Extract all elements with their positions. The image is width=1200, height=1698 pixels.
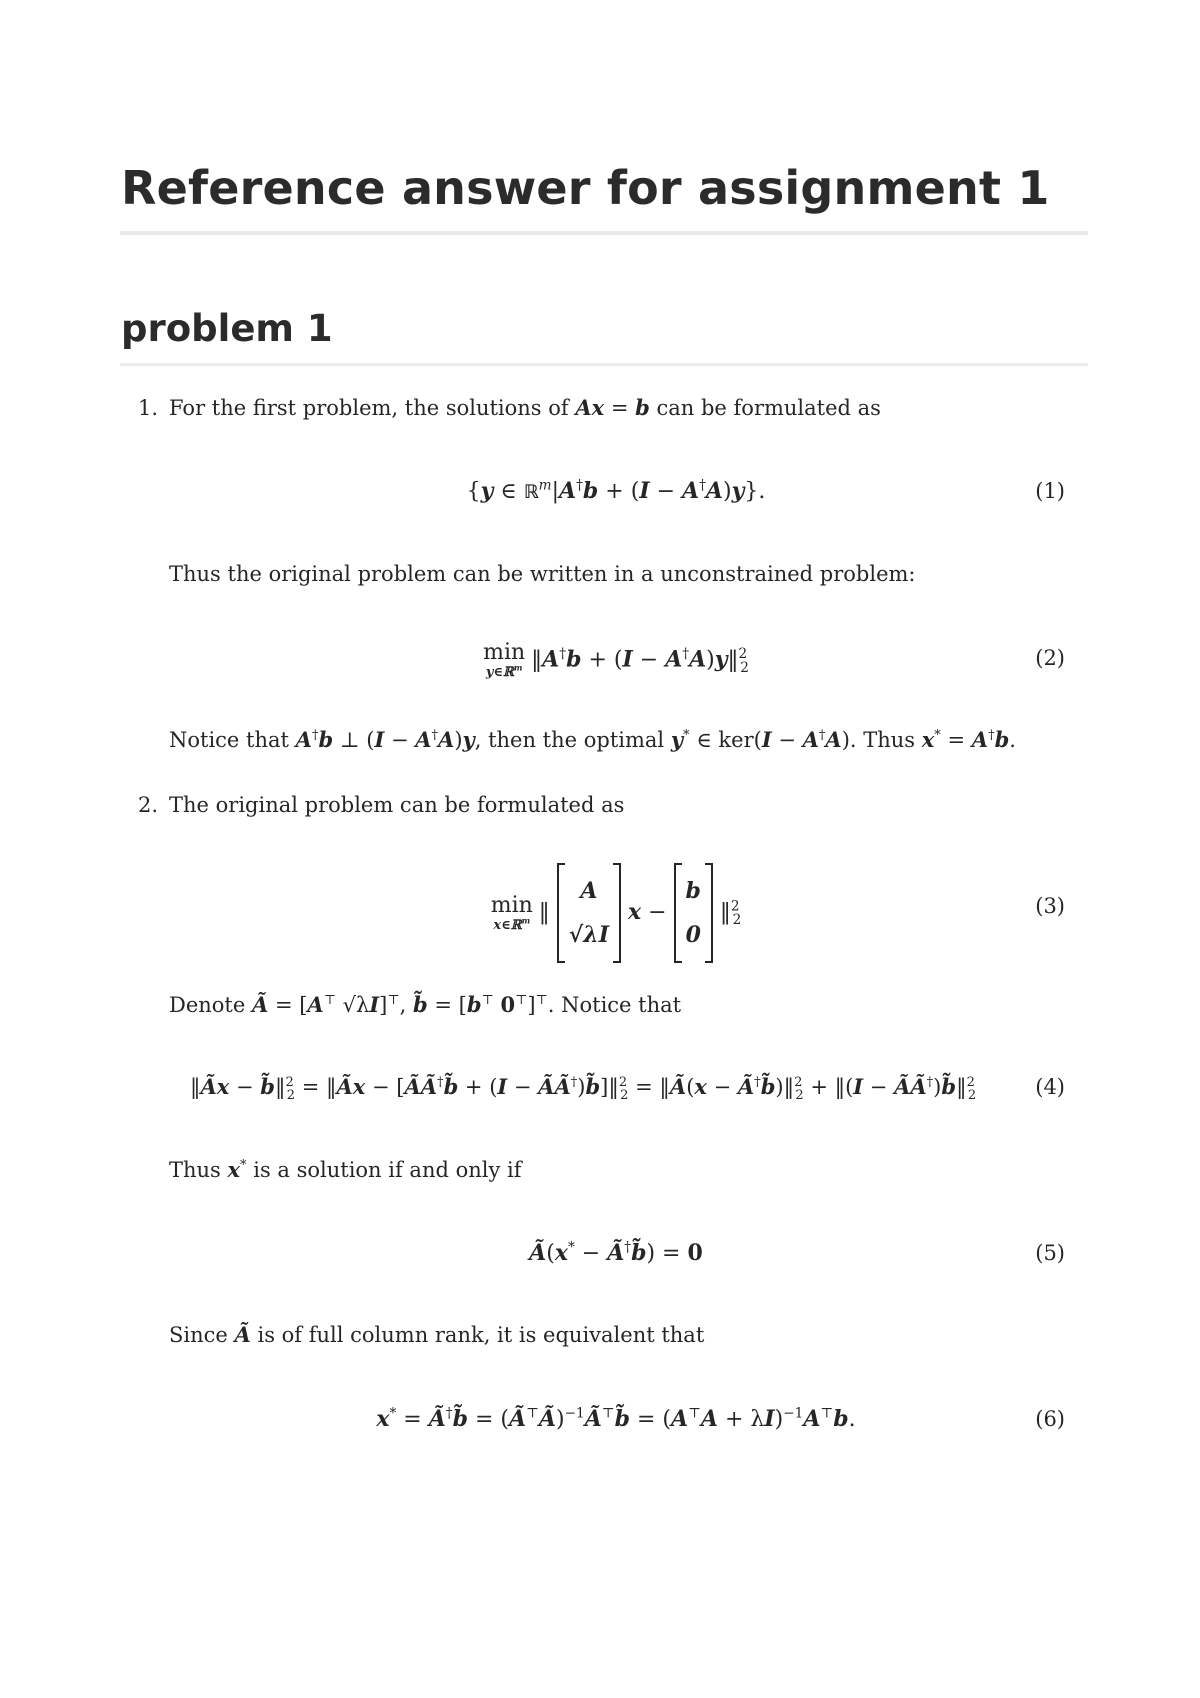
p2-denote: Denote Ã = [A⊤ √λI]⊤, b̃ = [b⊤ 0⊤]⊤. Notice that [169, 992, 682, 1017]
p2-intro: The original problem can be formulated as [169, 793, 625, 817]
equation-3: min x∈ℝ$^m$ ‖ A √λI x − b 0 ‖$^2_2$ [168, 862, 1064, 962]
section-divider [120, 363, 1088, 366]
equation-number-4: (4) [1035, 1075, 1065, 1099]
equation-number-6: (6) [1035, 1407, 1065, 1431]
equation-4: ‖Ãx − b̃‖$^2_2$ = ‖Ãx − [ÃÃ†b̃ + (I − ÃÃ†)b̃]‖$^2_2$ = ‖Ã(x − Ã†b̃)‖$^2_2$ + ‖(I − ÃÃ†)b̃‖$^2_2$ [190, 1074, 977, 1104]
equation-number-2: (2) [1035, 646, 1065, 670]
equation-1: {y ∈ ℝ$^m$|A†b + (I − A†A)y}. [466, 477, 766, 504]
p1-notice: Notice that A†b ⊥ (I − A†A)y, then the optimal y* ∈ ker(I − A†A). Thus x* = A†b. [169, 727, 1016, 752]
p2-since: Since Ã is of full column rank, it is equivalent that [169, 1322, 705, 1347]
equation-5: Ã(x* − Ã†b̃) = 0 [529, 1239, 703, 1266]
page-title: Reference answer for assignment 1 [121, 161, 1050, 215]
p1-thus: Thus the original problem can be written in a unconstrained problem: [169, 562, 916, 586]
matrix-a: A √λI [557, 863, 621, 963]
equation-number-1: (1) [1035, 479, 1065, 503]
matrix-b: b 0 [674, 863, 713, 963]
p1-intro: For the first problem, the solutions of Ax = b can be formulated as [169, 395, 881, 420]
equation-number-3: (3) [1035, 894, 1065, 918]
section-heading: problem 1 [121, 307, 333, 350]
p2-thus: Thus x* is a solution if and only if [169, 1157, 522, 1182]
list-number-2: 2. [138, 793, 159, 817]
equation-number-5: (5) [1035, 1241, 1065, 1265]
list-number-1: 1. [138, 396, 159, 420]
equation-2: min y∈ℝ$^m$ ‖A†b + (I − A†A)y‖$^2_2$ [483, 640, 749, 680]
title-divider [120, 231, 1088, 235]
equation-6: x* = Ã†b̃ = (Ã⊤Ã)$^{-1}$Ã⊤b̃ = $(A^⊤A + \lambda I)^{-1}A^⊤b$. [376, 1405, 856, 1432]
